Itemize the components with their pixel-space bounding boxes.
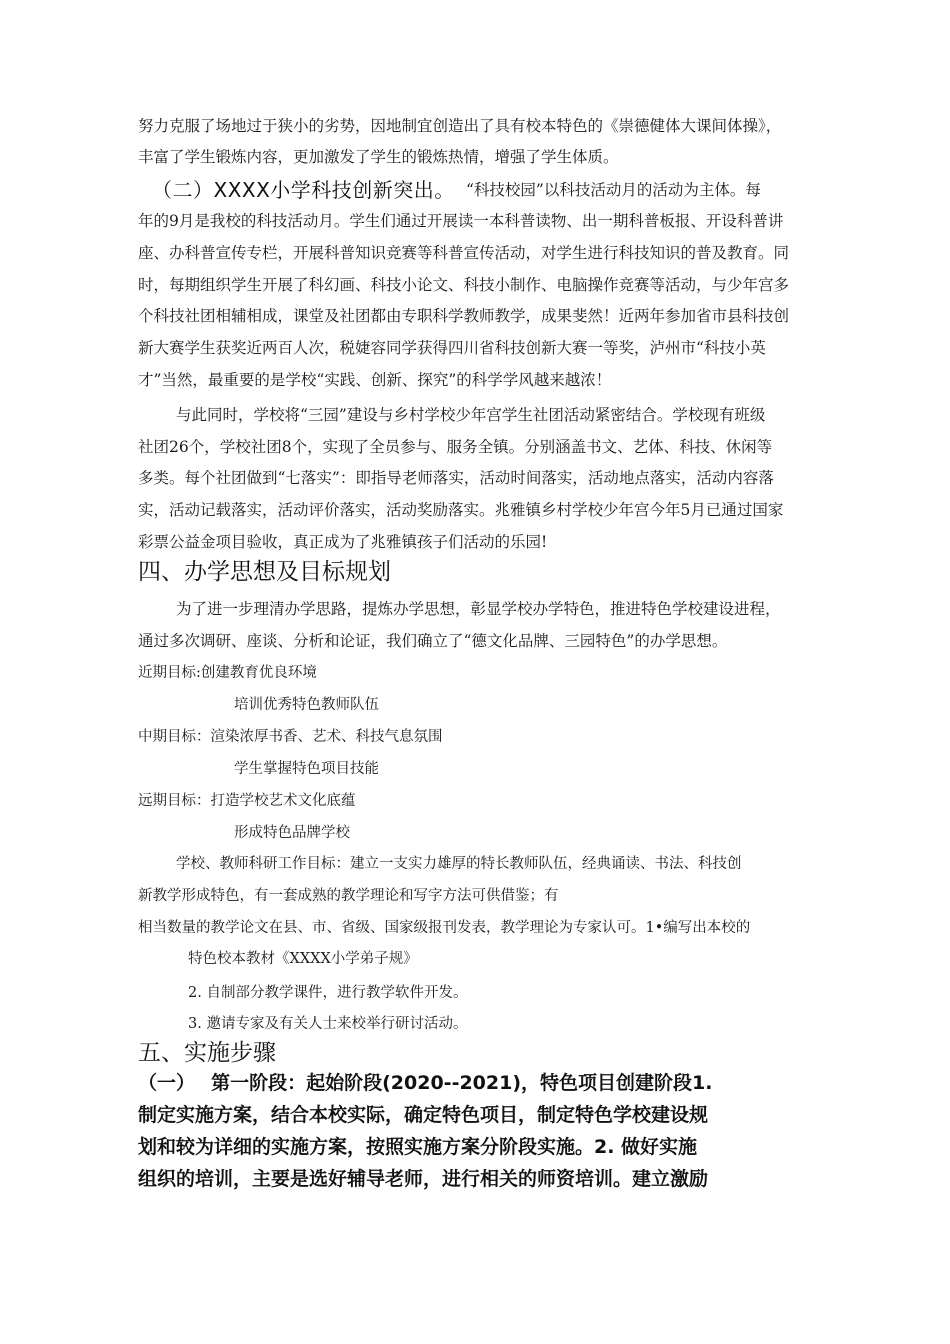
section-5-title: 五、实施步骤	[138, 1040, 276, 1066]
paragraph-line: 相当数量的教学论文在县、市、省级、国家级报刊发表，教学理论为专家认可。1•编写出本校的	[138, 920, 751, 936]
paragraph-line: 新教学形成特色，有一套成熟的教学理论和写字方法可供借鉴；有	[138, 888, 559, 904]
goal-mid-2: 学生掌握特色项目技能	[234, 761, 379, 777]
paragraph-line: 年的9月是我校的科技活动月。学生们通过开展读一本科普读物、出一期科普板报、开设科普讲	[138, 212, 784, 230]
goal-mid: 中期目标：渲染浓厚书香、艺术、科技气息氛围	[138, 729, 443, 745]
goal-near-2: 培训优秀特色教师队伍	[234, 697, 379, 713]
paragraph-line: 座、办科普宣传专栏，开展科普知识竞赛等科普宣传活动，对学生进行科技知识的普及教育。同	[138, 244, 790, 262]
section-2-heading: （二）XXXX小学科技创新突出。	[152, 178, 455, 202]
paragraph-line: 努力克服了场地过于狭小的劣势，因地制宜创造出了具有校本特色的《崇德健体大课间体操》，	[138, 117, 782, 135]
goal-near: 近期目标:创建教育优良环境	[138, 665, 317, 681]
paragraph-line: 多类。每个社团做到“七落实”：即指导老师落实，活动时间落实，活动地点落实，活动内容落	[138, 469, 774, 487]
paragraph-line: 新大赛学生获奖近两百人次，税婕容同学获得四川省科技创新大赛一等奖，泸州市“科技小英	[138, 339, 766, 357]
section-4-title: 四、办学思想及目标规划	[138, 559, 391, 585]
goal-far: 远期目标：打造学校艺术文化底蕴	[138, 793, 356, 809]
bold-paragraph-line: 组织的培训，主要是选好辅导老师，进行相关的师资培训。建立激励	[138, 1168, 709, 1190]
paragraph-line: 为了进一步理清办学思路，提炼办学思想，彰显学校办学特色，推进特色学校建设进程，	[176, 600, 781, 618]
paragraph-line: 时，每期组织学生开展了科幻画、科技小论文、科技小制作、电脑操作竞赛等活动，与少年宫多	[138, 276, 790, 294]
paragraph-line: 彩票公益金项目验收，真正成为了兆雅镇孩子们活动的乐园!	[138, 533, 548, 551]
paragraph-line: 特色校本教材《XXXX小学弟子规》	[188, 951, 418, 967]
bold-paragraph-line: （一） 第一阶段：起始阶段(2020--2021)，特色项目创建阶段1.	[138, 1072, 713, 1094]
bold-paragraph-line: 制定实施方案，结合本校实际，确定特色项目，制定特色学校建设规	[138, 1104, 709, 1126]
paragraph-line: 社团26个，学校社团8个，实现了全员参与、服务全镇。分别涵盖书文、艺体、科技、休闲等	[138, 438, 773, 456]
goal-far-2: 形成特色品牌学校	[234, 825, 350, 841]
list-item: 2. 自制部分教学课件，进行教学软件开发。	[188, 985, 468, 1001]
bold-paragraph-line: 划和较为详细的实施方案，按照实施方案分阶段实施。2. 做好实施	[138, 1136, 698, 1158]
paragraph-line: 丰富了学生锻炼内容，更加激发了学生的锻炼热情，增强了学生体质。	[138, 148, 619, 166]
paragraph-line: 实，活动记载落实，活动评价落实，活动奖励落实。兆雅镇乡村学校少年宫今年5月已通过国家	[138, 501, 784, 519]
list-item: 3. 邀请专家及有关人士来校举行研讨活动。	[188, 1016, 468, 1032]
paragraph-line: 学校、教师科研工作目标：建立一支实力雄厚的特长教师队伍，经典诵读、书法、科技创	[176, 856, 742, 872]
paragraph-line: 个科技社团相辅相成，课堂及社团都由专职科学教师教学，成果斐然！近两年参加省市县科技创	[138, 307, 790, 325]
paragraph-line: 通过多次调研、座谈、分析和论证，我们确立了“德文化品牌、三园特色”的办学思想。	[138, 632, 728, 650]
paragraph-line: 才”当然，最重要的是学校“实践、创新、探究”的科学学风越来越浓！	[138, 371, 612, 389]
paragraph-line: “科技校园”以科技活动月的活动为主体。每	[466, 181, 761, 199]
paragraph-line: 与此同时，学校将“三园”建设与乡村学校少年宫学生社团活动紧密结合。学校现有班级	[176, 406, 766, 424]
